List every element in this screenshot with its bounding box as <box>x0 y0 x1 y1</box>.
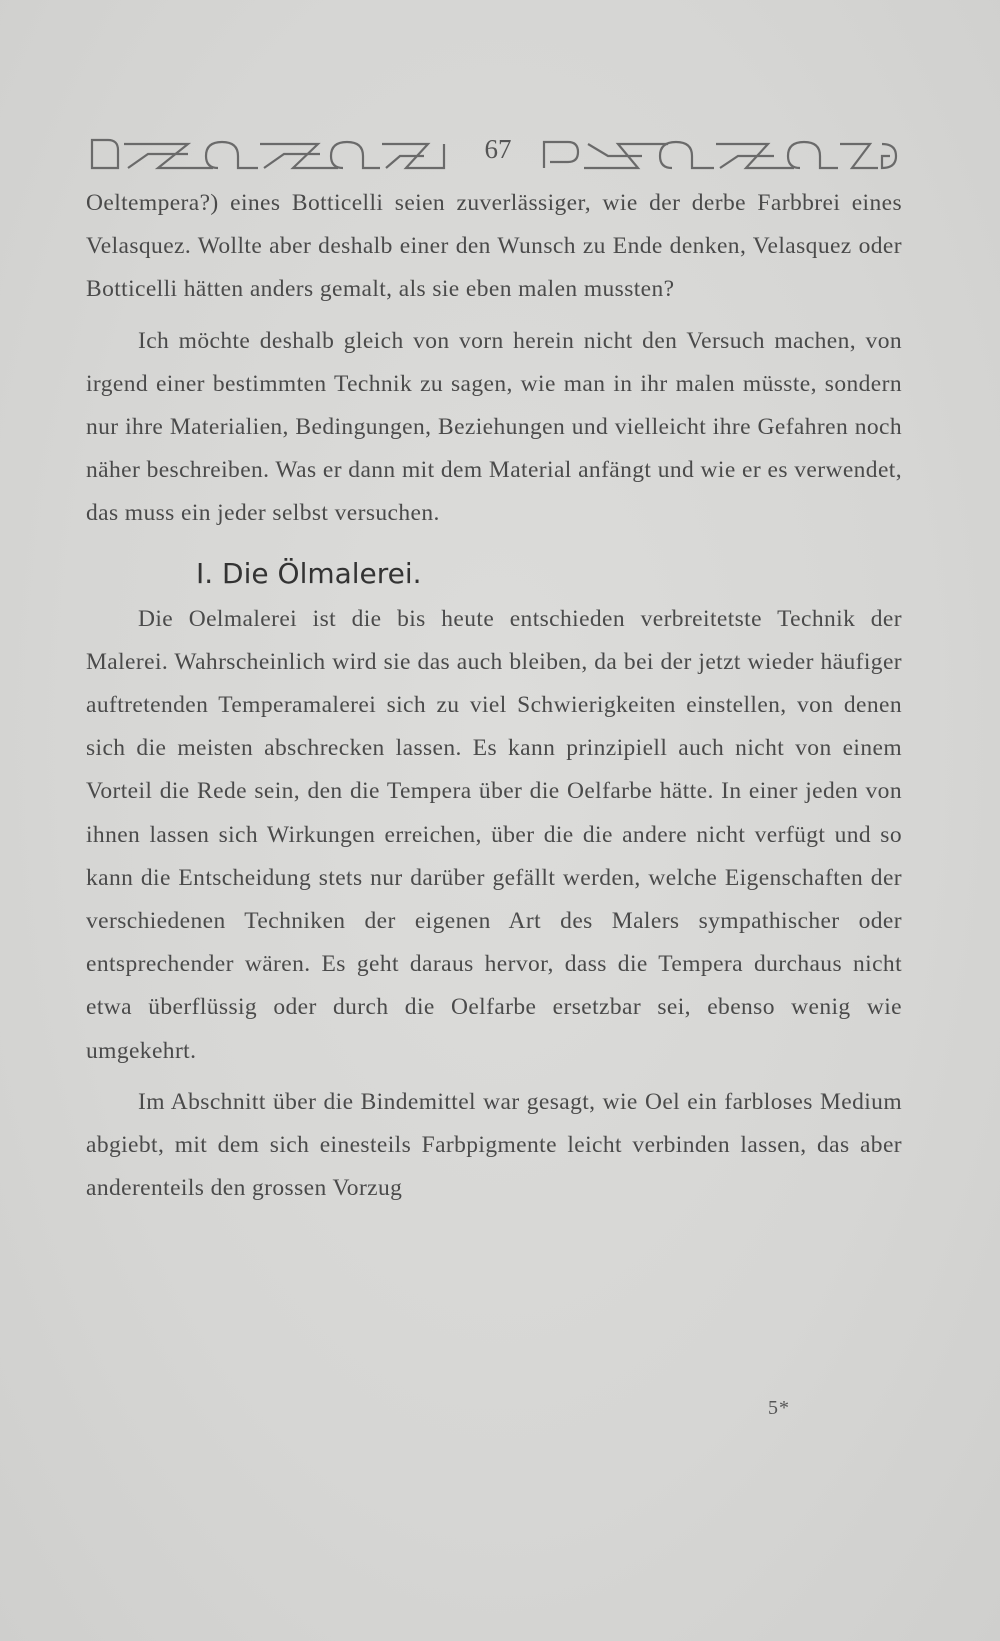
signature-mark: 5* <box>768 1397 790 1419</box>
section-heading: I. Die Ölmalerei. <box>196 556 422 590</box>
ornament-left-icon <box>88 128 448 178</box>
paragraph: Die Oelmalerei ist die bis heute entschieden verbreitetste Technik der Malerei. Wahrscheinlich wird sie das auch bleiben, da bei der jetzt wieder häufiger auftretenden Temperamalerei sich zu viel Schwierigkeiten einstellen, von denen sich die meisten abschrecken lassen. Es kann prinzipiell auch nicht von einem Vorteil die Rede sein, den die Tempera über die Oelfarbe hätte. In einer jeden von ihnen lassen sich Wirkungen erreichen, über die die andere nicht verfügt und so kann die Entscheidung stets nur darüber gefällt werden, welche Eigenschaften der verschiedenen Techniken der eigenen Art des Malers sympathischer oder entsprechender wären. Es geht daraus hervor, dass die Tempera durchaus nicht etwa überflüssig oder durch die Oelfarbe ersetzbar sei, ebenso wenig wie umgekehrt. <box>86 605 902 1064</box>
ornament-right-icon <box>538 128 903 178</box>
page-body <box>86 182 902 1210</box>
paragraph: Im Abschnitt über die Bindemittel war gesagt, wie Oel ein farbloses Medium abgiebt, mit dem sich einesteils Farbpigmente leicht verbinden lassen, das aber anderenteils den grossen Vorzug <box>86 1088 902 1202</box>
page-number: 67 <box>484 134 512 164</box>
paragraph: Ich möchte deshalb gleich von vorn herein nicht den Versuch machen, von irgend einer bestimmten Technik zu sagen, wie man in ihr malen müsste, sondern nur ihre Materialien, Bedingungen, Beziehungen und vielleicht ihre Gefahren noch näher beschreiben. Was er dann mit dem Material anfängt und wie er es verwendet, das muss ein jeder selbst versuchen. <box>86 327 902 527</box>
paragraph-continued: Oeltempera?) eines Botticelli seien zuverlässiger, wie der derbe Farbbrei eines Velasquez. Wollte aber deshalb einer den Wunsch zu Ende denken, Velasquez oder Botticelli hätten anders gemalt, als sie eben malen mussten? <box>86 190 902 303</box>
page-header <box>88 128 903 178</box>
